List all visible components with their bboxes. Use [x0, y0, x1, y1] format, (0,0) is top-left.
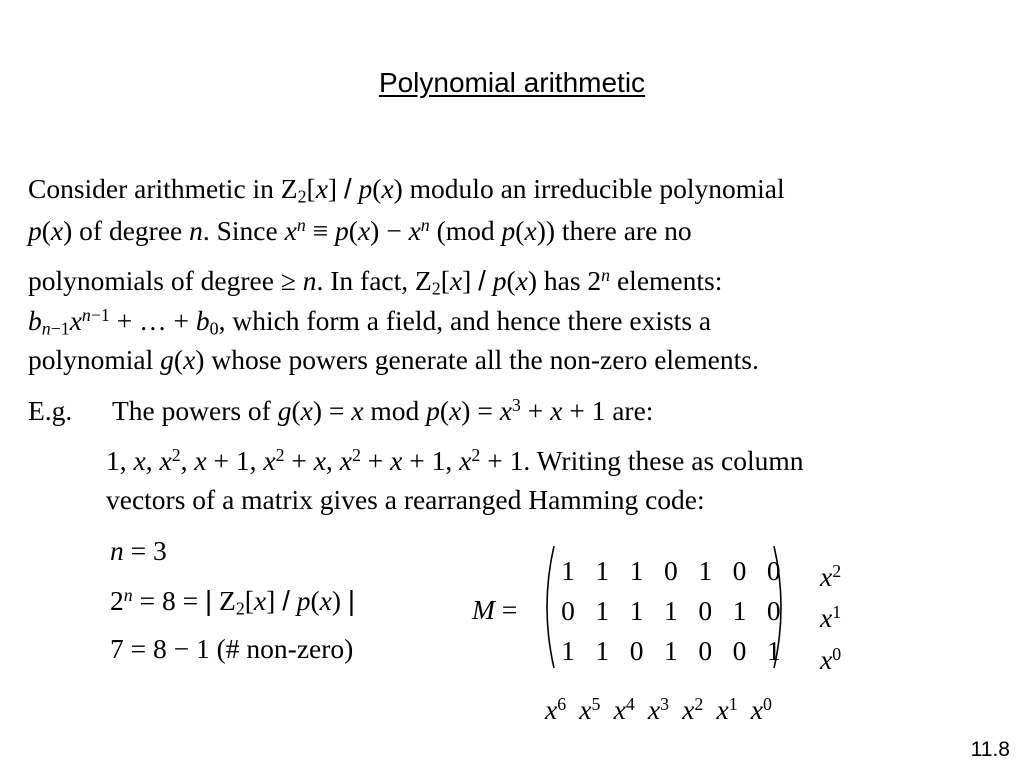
matrix-cell: 1 — [629, 555, 644, 586]
example-line-3 — [106, 483, 705, 516]
text: The powers of g(x) = x mod $p(x) = x^3 + x + 1$ are: — [112, 395, 654, 426]
matrix-cell: 0 — [732, 635, 747, 666]
matrix-cell: 0 — [732, 555, 747, 586]
matrix-cell: 1 — [664, 635, 678, 666]
text: $b_{n-1}x^{n-1}$ + … + $b_0$, which form a field, and hence there exists a — [28, 305, 712, 339]
paragraph-line-1 — [28, 172, 785, 205]
paragraph-line-3 — [28, 264, 722, 297]
matrix-cell: 0 — [561, 595, 575, 626]
text: n = 3 — [110, 535, 167, 566]
paragraph-line-2 — [28, 214, 692, 247]
text: p(x) of degree n. Since $x^n \equiv p(x) - x^n$ (mod p(x)) there are no — [28, 215, 692, 246]
slide-number: 11.8 — [970, 738, 1010, 761]
matrix-cell: 0 — [766, 555, 781, 586]
matrix-row-label: $x^1$ — [820, 602, 842, 633]
matrix-column-label: $x^1$ — [716, 694, 738, 725]
matrix-cell: 0 — [698, 635, 713, 666]
element-count-line — [110, 584, 355, 617]
matrix-column-label: $x^2$ — [682, 694, 704, 725]
text: 7 = 8 − 1 (# non-zero) — [110, 633, 354, 664]
text: vectors of a matrix gives a rearranged Hamming code: — [106, 484, 705, 515]
example-line-1 — [112, 394, 653, 427]
paragraph-line-5 — [28, 343, 759, 376]
matrix-cell: 1 — [766, 635, 781, 666]
matrix-cell: 1 — [595, 555, 610, 586]
n-equals-line — [110, 534, 167, 567]
matrix-cell: 1 — [595, 635, 610, 666]
slide-title: Polynomial arithmetic — [378, 67, 646, 98]
matrix-cell: 1 — [732, 595, 747, 626]
text: 1, x, $x^2$, x + 1, $x^2 + x$, $x^2 + x + 1$, $x^2 + 1$. Writing these as column — [106, 445, 804, 476]
text: polynomials of degree ≥ n. In fact, $Z_2[x] / p(x)$ has 2$^n$ elements: — [28, 265, 723, 299]
matrix — [538, 542, 788, 672]
example-line-2 — [106, 444, 804, 477]
matrix-column-label: $x^6$ — [545, 694, 567, 725]
matrix-label — [472, 596, 517, 624]
matrix-cell: 1 — [698, 555, 713, 586]
matrix-column-label: $x^4$ — [613, 694, 635, 725]
matrix-cell: 1 — [595, 595, 610, 626]
matrix-column-label: $x^5$ — [579, 694, 601, 725]
matrix-cell: 1 — [561, 555, 575, 586]
matrix-cell: 0 — [629, 635, 644, 666]
text: M = — [472, 594, 518, 625]
nonzero-count-line — [110, 632, 353, 665]
example-label: E.g. — [28, 395, 73, 426]
matrix-column-label: $x^0$ — [750, 694, 772, 725]
text: $2^n = 8$ = | $Z_2[x] / p(x)$ | — [110, 585, 356, 619]
text: polynomial g(x) whose powers generate all the non-zero elements. — [28, 344, 759, 375]
matrix-cell: 1 — [561, 635, 575, 666]
paragraph-line-4 — [28, 304, 711, 337]
matrix-row-label: $x^2$ — [820, 561, 842, 592]
matrix-cell: 1 — [629, 595, 644, 626]
matrix-row-label: $x^0$ — [820, 644, 842, 675]
matrix-cell: 0 — [698, 595, 713, 626]
matrix-cell: 0 — [766, 595, 781, 626]
matrix-column-label: $x^3$ — [647, 694, 670, 725]
text: Consider arithmetic in $Z_2[x] / p(x)$ modulo an irreducible polynomial — [28, 173, 785, 207]
matrix-cell: 0 — [664, 555, 678, 586]
matrix-cell: 1 — [664, 595, 678, 626]
